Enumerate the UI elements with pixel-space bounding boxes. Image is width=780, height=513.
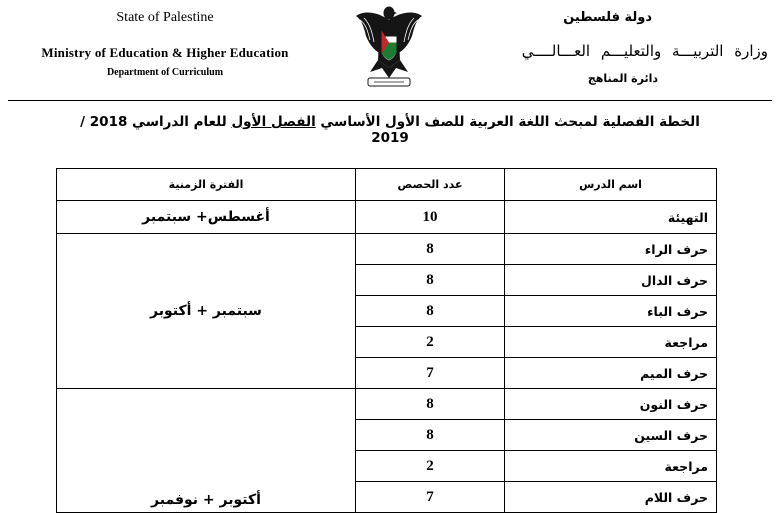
plan-title-suffix: للعام الدراسي 2018 / 2019 bbox=[80, 114, 409, 146]
period-cell: أغسطس+ سبتمبر bbox=[57, 201, 356, 234]
count-cell: 2 bbox=[356, 451, 505, 482]
table-row bbox=[57, 389, 717, 420]
table-row bbox=[57, 234, 717, 265]
plan-title-prefix: الخطة الفصلية لمبحث اللغة العربية للصف الأول الأساسي bbox=[315, 114, 700, 130]
period-cell: أكتوبر + نوفمبر bbox=[57, 389, 356, 513]
count-cell: 8 bbox=[356, 420, 505, 451]
header-count: عدد الحصص bbox=[356, 169, 505, 201]
plan-title bbox=[60, 114, 720, 146]
count-cell: 10 bbox=[356, 201, 505, 234]
table-header-row bbox=[57, 169, 717, 201]
lesson-cell: حرف النون bbox=[505, 389, 717, 420]
lesson-cell: حرف الباء bbox=[505, 296, 717, 327]
lesson-cell: التهيئة bbox=[505, 201, 717, 234]
lesson-cell: حرف الراء bbox=[505, 234, 717, 265]
count-cell: 8 bbox=[356, 389, 505, 420]
ministry-name-en: Ministry of Education & Higher Education bbox=[41, 45, 289, 60]
header-lesson: اسم الدرس bbox=[505, 169, 717, 201]
lesson-cell: حرف السين bbox=[505, 420, 717, 451]
state-name-ar: دولة فلسطين bbox=[563, 10, 652, 25]
count-cell: 2 bbox=[356, 327, 505, 358]
count-cell: 8 bbox=[356, 296, 505, 327]
palestine-eagle-emblem-icon bbox=[352, 2, 426, 90]
count-cell: 8 bbox=[356, 265, 505, 296]
ministry-name-ar: وزارة التربيـــة والتعليـــم العـــالــــي bbox=[521, 42, 768, 60]
plan-title-semester: الفصل الأول bbox=[231, 114, 316, 130]
lesson-cell: حرف الميم bbox=[505, 358, 717, 389]
count-cell: 7 bbox=[356, 482, 505, 513]
header-divider bbox=[8, 100, 772, 101]
lesson-cell: حرف الدال bbox=[505, 265, 717, 296]
count-cell: 7 bbox=[356, 358, 505, 389]
department-name-en: Department of Curriculum bbox=[106, 67, 224, 78]
header-period: الفترة الزمنية bbox=[57, 169, 356, 201]
lesson-cell: مراجعة bbox=[505, 451, 717, 482]
count-cell: 8 bbox=[356, 234, 505, 265]
table-row bbox=[57, 201, 717, 234]
lesson-cell: مراجعة bbox=[505, 327, 717, 358]
semester-plan-table bbox=[56, 168, 717, 513]
lesson-cell: حرف اللام bbox=[505, 482, 717, 513]
department-name-ar: دائرة المناهج bbox=[587, 72, 658, 85]
state-name-en: State of Palestine bbox=[116, 10, 214, 25]
period-cell: سبتمبر + أكتوبر bbox=[57, 234, 356, 389]
